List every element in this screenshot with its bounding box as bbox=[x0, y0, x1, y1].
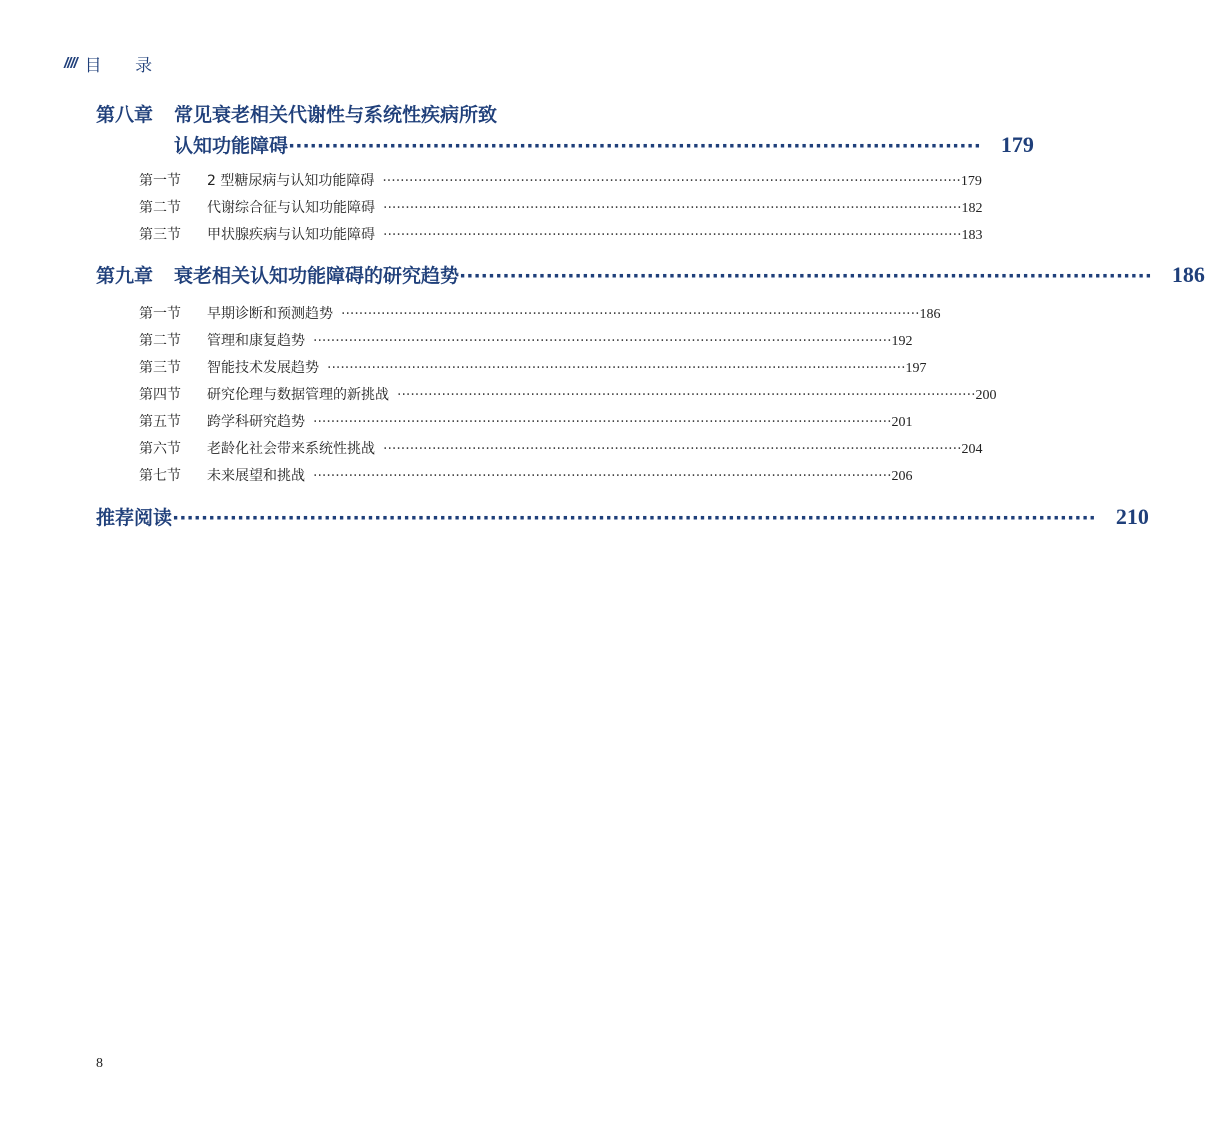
chapter-9-page: 186 bbox=[1171, 262, 1205, 287]
section-title: 智能技术发展趋势 bbox=[207, 360, 319, 376]
chapter-8-title-line2: 认知功能障碍 bbox=[174, 135, 289, 157]
section-title: 管理和康复趋势 bbox=[207, 333, 305, 349]
section-page: 179 bbox=[960, 174, 982, 189]
section-row[interactable] bbox=[96, 355, 927, 382]
section-number: 第六节 bbox=[139, 441, 181, 457]
section-page: 192 bbox=[891, 334, 913, 349]
section-row[interactable] bbox=[96, 168, 982, 195]
section-leader-dots: ·································································································································· bbox=[313, 333, 892, 349]
section-leader-dots: ·································································································································· bbox=[383, 227, 962, 243]
section-row[interactable] bbox=[96, 463, 913, 490]
section-title: 早期诊断和预测趋势 bbox=[207, 306, 333, 322]
recommended-reading-page: 210 bbox=[1115, 504, 1149, 529]
section-title: 代谢综合征与认知功能障碍 bbox=[207, 200, 375, 216]
section-number: 第一节 bbox=[139, 173, 181, 189]
toc-chapter-9 bbox=[96, 260, 1205, 290]
chapter-9-heading[interactable] bbox=[96, 260, 1205, 290]
header-title: 目 录 bbox=[84, 55, 167, 76]
section-page: 201 bbox=[891, 415, 913, 430]
section-leader-dots: ·································································································································· bbox=[327, 360, 906, 376]
toc-chapter-8 bbox=[96, 100, 1034, 160]
section-row[interactable] bbox=[96, 195, 983, 222]
chapter-9-number: 第九章 bbox=[96, 265, 154, 287]
section-leader-dots: ·································································································································· bbox=[313, 414, 892, 430]
section-leader-dots: ·································································································································· bbox=[382, 173, 961, 189]
section-row[interactable] bbox=[96, 328, 913, 355]
recommended-reading-heading[interactable] bbox=[96, 502, 1149, 532]
chapter-8-number: 第八章 bbox=[96, 104, 154, 126]
section-page: 204 bbox=[961, 442, 983, 457]
section-title: 未来展望和挑战 bbox=[207, 468, 305, 484]
section-title: 2 型糖尿病与认知功能障碍 bbox=[207, 173, 375, 189]
section-row[interactable] bbox=[96, 301, 941, 328]
section-number: 第三节 bbox=[139, 227, 181, 243]
section-page: 197 bbox=[905, 361, 927, 376]
section-number: 第五节 bbox=[139, 414, 181, 430]
section-number: 第二节 bbox=[139, 200, 181, 216]
chapter-9-title: 衰老相关认知功能障碍的研究趋势 bbox=[174, 265, 460, 287]
chapter-9-leader-dots: ································································································ bbox=[459, 265, 1152, 287]
chapter-8-heading-line2[interactable] bbox=[96, 130, 1034, 160]
section-number: 第三节 bbox=[139, 360, 181, 376]
chapter-8-page: 179 bbox=[1000, 132, 1034, 157]
section-leader-dots: ·································································································································· bbox=[383, 441, 962, 457]
section-title: 跨学科研究趋势 bbox=[207, 414, 305, 430]
section-number: 第二节 bbox=[139, 333, 181, 349]
chapter-8-title-line1: 常见衰老相关代谢性与系统性疾病所致 bbox=[174, 104, 498, 126]
chapter-8-heading-line1[interactable] bbox=[96, 100, 680, 130]
header-mark: //// bbox=[64, 54, 77, 72]
recommended-reading-leader-dots: ································································································································ bbox=[172, 507, 1096, 529]
section-row[interactable] bbox=[96, 409, 913, 436]
chapter-9-sections bbox=[96, 301, 997, 490]
section-page: 183 bbox=[961, 228, 983, 243]
section-page: 182 bbox=[961, 201, 983, 216]
chapter-8-leader-dots: ································································································ bbox=[288, 135, 981, 157]
section-title: 老龄化社会带来系统性挑战 bbox=[207, 441, 375, 457]
section-number: 第一节 bbox=[139, 306, 181, 322]
running-header bbox=[64, 52, 166, 74]
footer-page-number: 8 bbox=[96, 1056, 103, 1071]
chapter-8-sections bbox=[96, 168, 983, 249]
section-number: 第四节 bbox=[139, 387, 181, 403]
toc-recommended-reading bbox=[96, 502, 1149, 532]
section-title: 研究伦理与数据管理的新挑战 bbox=[207, 387, 389, 403]
section-leader-dots: ·································································································································· bbox=[397, 387, 976, 403]
section-number: 第七节 bbox=[139, 468, 181, 484]
recommended-reading-title: 推荐阅读 bbox=[96, 507, 173, 529]
section-title: 甲状腺疾病与认知功能障碍 bbox=[207, 227, 375, 243]
section-page: 200 bbox=[975, 388, 997, 403]
section-leader-dots: ·································································································································· bbox=[383, 200, 962, 216]
section-row[interactable] bbox=[96, 222, 983, 249]
section-page: 186 bbox=[919, 307, 941, 322]
section-row[interactable] bbox=[96, 382, 997, 409]
section-leader-dots: ·································································································································· bbox=[341, 306, 920, 322]
section-row[interactable] bbox=[96, 436, 983, 463]
section-leader-dots: ·································································································································· bbox=[313, 468, 892, 484]
section-page: 206 bbox=[891, 469, 913, 484]
